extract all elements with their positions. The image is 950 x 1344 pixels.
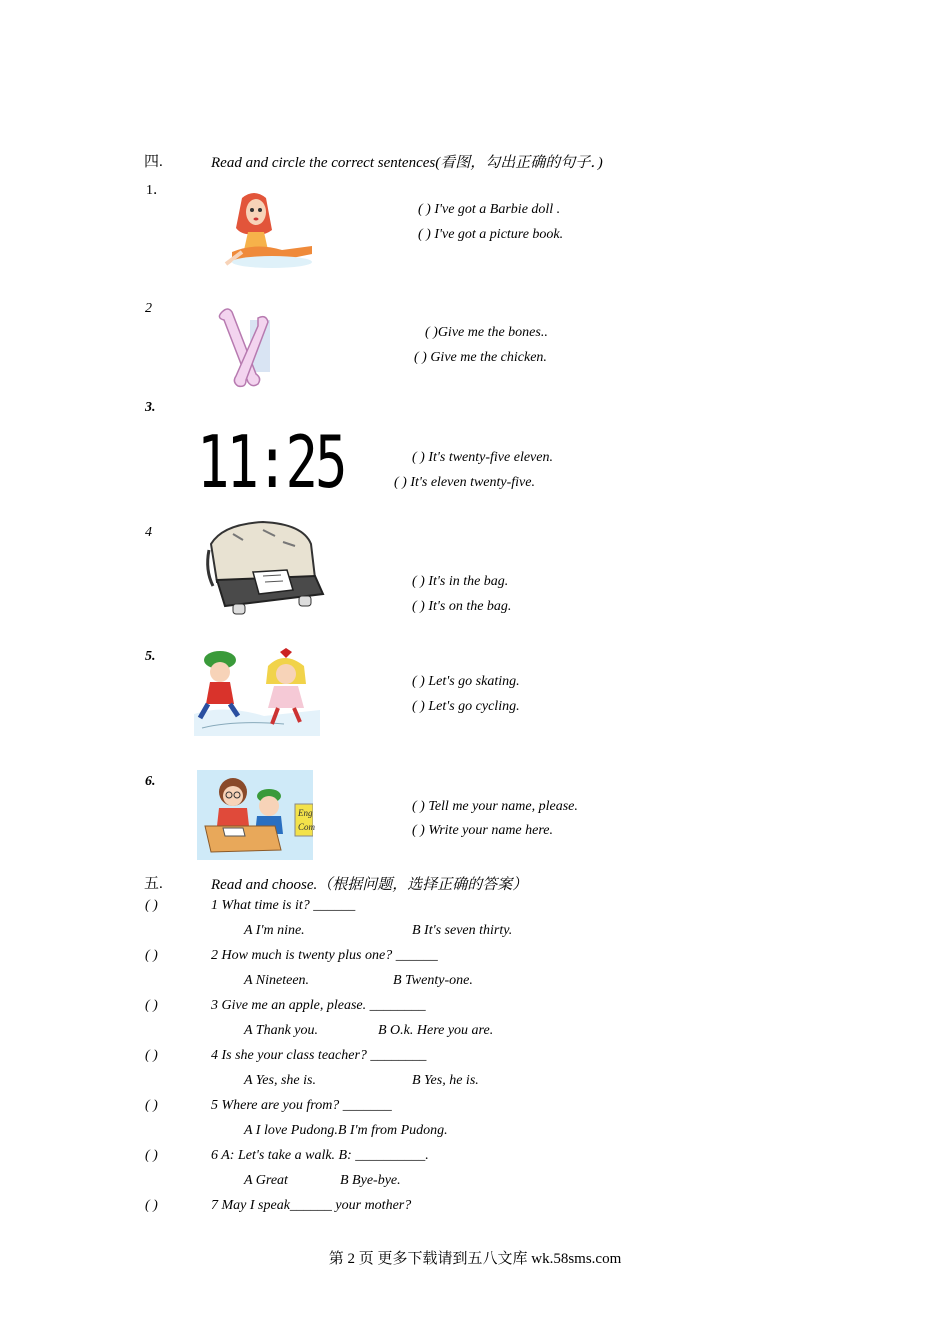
section4-heading: Read and circle the correct sentences(看图，勾出正确的句子．) <box>211 155 603 171</box>
section4-number: 四. <box>144 154 163 170</box>
item-1-number: 1． <box>146 183 167 198</box>
question-4-option-b: B Yes, he is. <box>412 1073 479 1088</box>
item-4-number: 4 <box>145 525 152 540</box>
item-4-option-1: ( ) It's in the bag. <box>412 574 509 589</box>
question-4-text: 4 Is she your class teacher? ________ <box>211 1048 427 1063</box>
item-2-option-1: ( )Give me the bones.. <box>425 325 548 340</box>
item-3-option-1: ( ) It's twenty-five eleven. <box>412 450 553 465</box>
question-4-option-a: A Yes, she is. <box>244 1073 316 1088</box>
item-5-option-1: ( ) Let's go skating. <box>412 674 520 689</box>
question-3-answer-slot: ( ) <box>145 998 158 1013</box>
children-skating-picture <box>194 644 320 736</box>
question-6-text: 6 A: Let's take a walk. B: __________. <box>211 1148 429 1163</box>
teacher-student-picture <box>197 770 316 860</box>
question-7-text: 7 May I speak______ your mother? <box>211 1198 412 1213</box>
question-1-option-b: B It's seven thirty. <box>412 923 513 938</box>
question-5-text: 5 Where are you from? _______ <box>211 1098 392 1113</box>
item-4-option-2: ( ) It's on the bag. <box>412 599 512 614</box>
section5-number: 五. <box>144 876 163 892</box>
item-5-option-2: ( ) Let's go cycling. <box>412 699 520 714</box>
page-footer: 第 2 页 更多下载请到五八文库 wk.58sms.com <box>328 1251 622 1267</box>
question-5-answer-slot: ( ) <box>145 1098 158 1113</box>
question-3-option-a: A Thank you. <box>244 1023 319 1038</box>
bones-picture <box>212 304 276 390</box>
question-6-answer-slot: ( ) <box>145 1148 158 1163</box>
sign-text-1: Eng <box>298 808 313 818</box>
question-4-answer-slot: ( ) <box>145 1048 158 1063</box>
item-5-number: 5. <box>145 649 156 664</box>
question-2-option-a: A Nineteen. <box>244 973 310 988</box>
question-3-text: 3 Give me an apple, please. ________ <box>211 998 426 1013</box>
item-6-option-1: ( ) Tell me your name, please. <box>412 799 578 814</box>
item-1-option-2: ( ) I've got a picture book. <box>418 227 564 242</box>
question-2-option-b: B Twenty-one. <box>393 973 473 988</box>
question-1-option-a: A I'm nine. <box>244 923 305 938</box>
item-6-option-2: ( ) Write your name here. <box>412 823 553 838</box>
clock-time: 11:25 <box>197 420 345 504</box>
item-3-option-2: ( ) It's eleven twenty-five. <box>394 475 535 490</box>
question-7-answer-slot: ( ) <box>145 1198 158 1213</box>
question-2-text: 2 How much is twenty plus one? ______ <box>211 948 438 963</box>
item-3-number: 3. <box>145 400 156 415</box>
section5-heading: Read and choose.（根据问题，选择正确的答案） <box>211 877 528 893</box>
question-1-answer-slot: ( ) <box>145 898 158 913</box>
item-1-option-1: ( ) I've got a Barbie doll . <box>418 202 561 217</box>
question-3-option-b: B O.k. Here you are. <box>378 1023 494 1038</box>
barbie-doll-picture <box>212 190 318 276</box>
question-1-text: 1 What time is it? ______ <box>211 898 356 913</box>
question-2-answer-slot: ( ) <box>145 948 158 963</box>
sign-text-2: Com <box>298 822 316 832</box>
question-6-option-b: B Bye-bye. <box>340 1173 401 1188</box>
question-5-options: A I love Pudong.B I'm from Pudong. <box>244 1123 448 1138</box>
bag-and-book-picture <box>203 520 325 622</box>
item-2-option-2: ( ) Give me the chicken. <box>414 350 547 365</box>
question-6-option-a: A Great <box>244 1173 288 1188</box>
item-6-number: 6. <box>145 774 156 789</box>
item-2-number: 2 <box>145 301 152 316</box>
